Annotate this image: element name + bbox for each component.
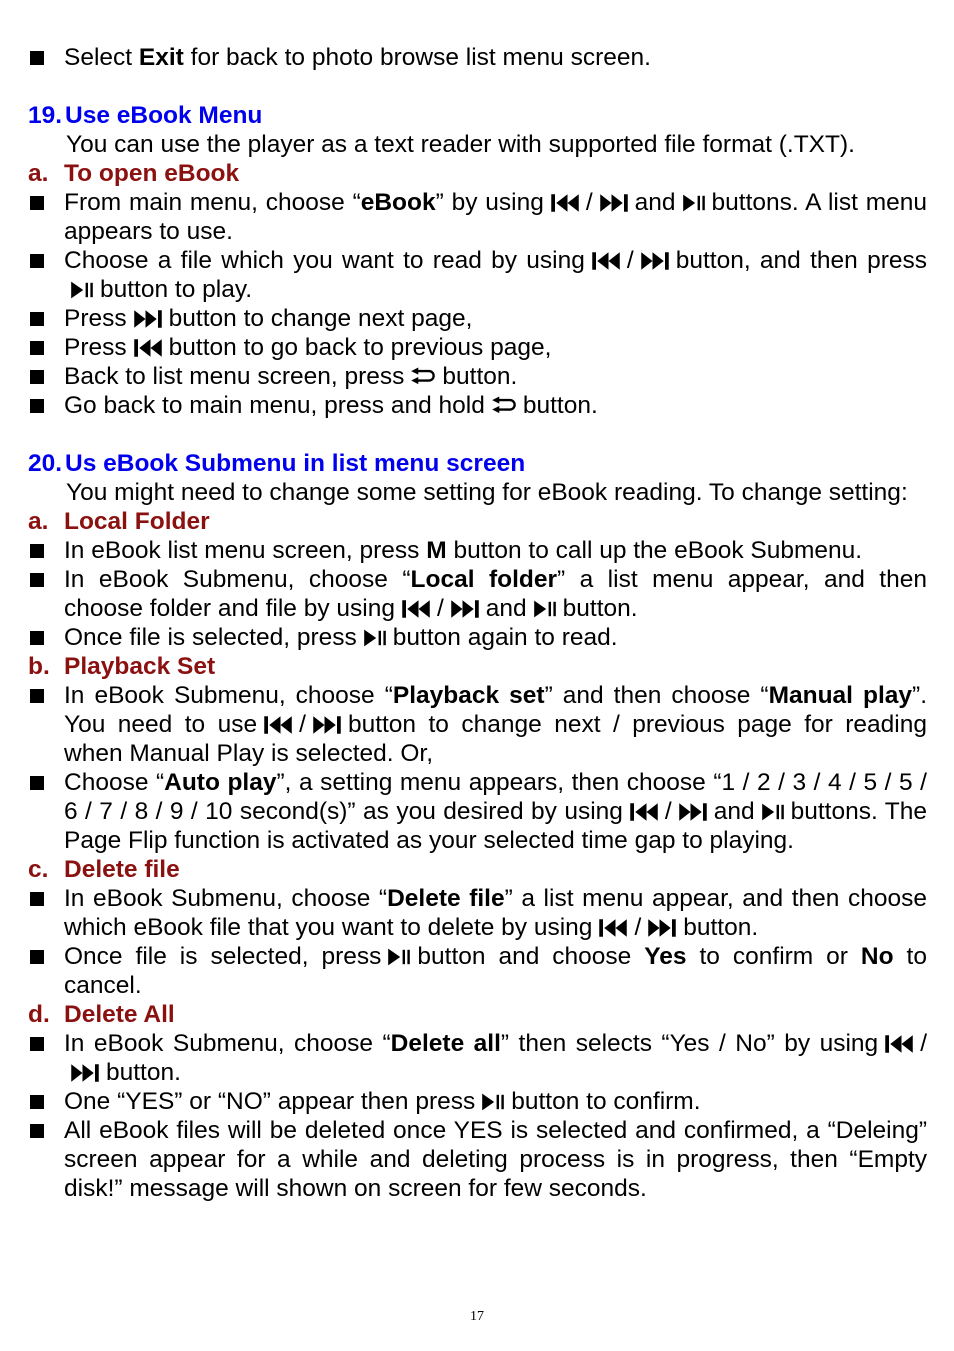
skip-previous-icon: [401, 599, 431, 619]
section-19-intro: You can use the player as a text reader with supported file format (.TXT).: [66, 131, 855, 158]
bullet-read-again: Once file is selected, press button again to read.: [28, 623, 927, 652]
bullet-delete-all: In eBook Submenu, choose “Delete all” then selects “Yes / No” by using /button.: [28, 1029, 927, 1087]
skip-previous-icon: [550, 193, 580, 213]
bullet-back-main: Go back to main menu, press and hold button.: [28, 391, 927, 420]
skip-previous-icon: [263, 715, 293, 735]
bullet-auto-play: Choose “Auto play”, a setting menu appears, then choose “1 / 2 / 3 / 4 / 5 / 5 / 6 / 7 / 8 / 9 / 10 second(s)” as you desired by using / and buttons. The Page Flip function is activated as your selected time gap to playing.: [28, 768, 927, 855]
document-page: [28, 43, 927, 1203]
skip-next-icon: [450, 599, 480, 619]
sub-heading-delete-file: c. Delete file: [28, 856, 180, 883]
bullet-choose-ebook: From main menu, choose “eBook” by using / and buttons. A list menu appears to use.: [28, 188, 927, 246]
play-pause-icon: [682, 193, 706, 213]
play-pause-icon: [761, 802, 785, 822]
sub-heading-open-ebook: a. To open eBook: [28, 160, 240, 187]
skip-previous-icon: [591, 251, 621, 271]
bullet-back-list: Back to list menu screen, press button.: [28, 362, 927, 391]
bullet-confirm-delete: Once file is selected, press button and choose Yes to confirm or No to cancel.: [28, 942, 927, 1000]
section-heading-19: 19. Use eBook Menu: [28, 102, 263, 129]
play-pause-icon: [481, 1092, 505, 1112]
bullet-yes-no-confirm: One “YES” or “NO” appear then press button to confirm.: [28, 1087, 927, 1116]
bullet-deleting-message: All eBook files will be deleted once YES is selected and confirmed, a “Deleing” screen appear for a while and deleting process is in progress, then “Empty disk!” message will shown on screen for few seconds.: [28, 1116, 927, 1203]
bullet-delete-file: In eBook Submenu, choose “Delete file” a list menu appear, and then choose which eBook file that you want to delete by using / button.: [28, 884, 927, 942]
page-number: 17: [470, 1309, 484, 1324]
skip-previous-icon: [629, 802, 659, 822]
sub-heading-local-folder: a. Local Folder: [28, 508, 210, 535]
bullet-next-page: Press button to change next page,: [28, 304, 927, 333]
bullet-local-folder: In eBook Submenu, choose “Local folder” a list menu appear, and then choose folder and file by using / and button.: [28, 565, 927, 623]
bullet-exit: Select Exit for back to photo browse list menu screen.: [28, 43, 927, 72]
skip-next-icon: [640, 251, 670, 271]
skip-next-icon: [312, 715, 342, 735]
return-icon: [410, 367, 436, 387]
skip-previous-icon: [884, 1034, 914, 1054]
section-20-intro: You might need to change some setting for eBook reading. To change setting:: [66, 479, 908, 506]
skip-previous-icon: [598, 918, 628, 938]
sub-heading-delete-all: d. Delete All: [28, 1001, 175, 1028]
skip-next-icon: [70, 1063, 100, 1083]
bullet-call-submenu: In eBook list menu screen, press M button to call up the eBook Submenu.: [28, 536, 927, 565]
skip-next-icon: [647, 918, 677, 938]
return-icon: [491, 396, 517, 416]
sub-heading-playback-set: b. Playback Set: [28, 653, 216, 680]
bullet-manual-play: In eBook Submenu, choose “Playback set” and then choose “Manual play”. You need to use / button to change next / previous page for reading when Manual Play is selected. Or,: [28, 681, 927, 768]
bullet-choose-file: Choose a file which you want to read by using / button, and then pressbutton to play.: [28, 246, 927, 304]
skip-previous-icon: [133, 338, 163, 358]
skip-next-icon: [599, 193, 629, 213]
bullet-previous-page: Press button to go back to previous page,: [28, 333, 927, 362]
skip-next-icon: [678, 802, 708, 822]
play-pause-icon: [533, 599, 557, 619]
play-pause-icon: [363, 628, 387, 648]
skip-next-icon: [133, 309, 163, 329]
play-pause-icon: [387, 947, 411, 967]
section-heading-20: 20. Us eBook Submenu in list menu screen: [28, 450, 526, 477]
play-pause-icon: [70, 280, 94, 300]
